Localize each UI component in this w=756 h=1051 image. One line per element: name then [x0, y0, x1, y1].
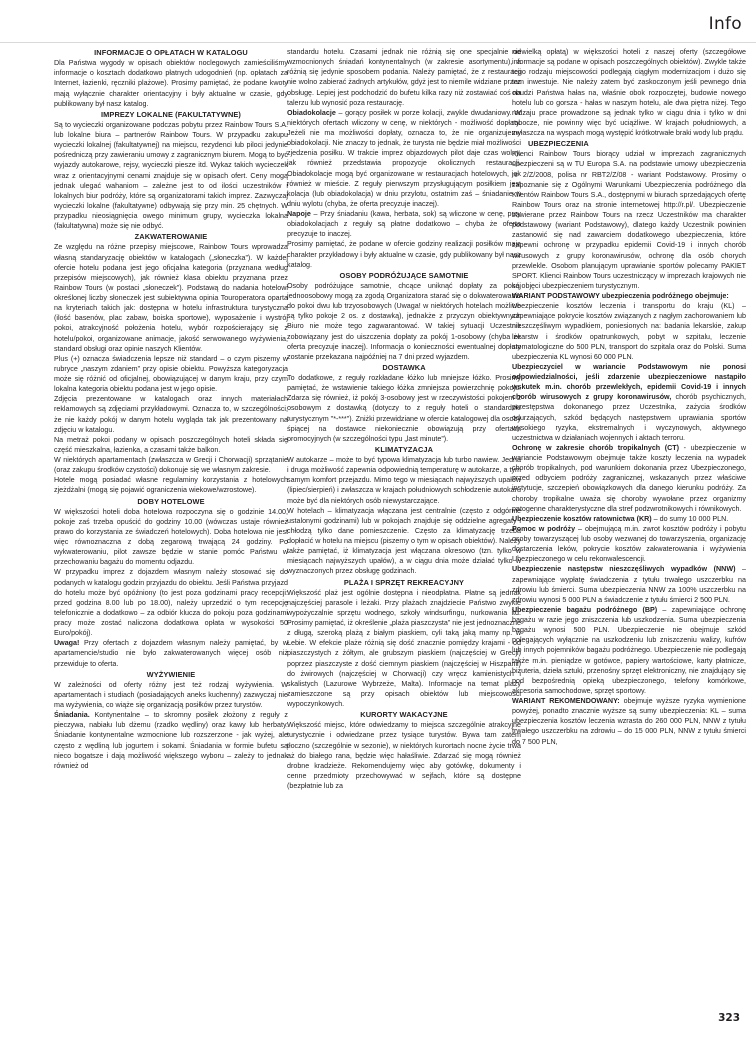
paragraph-text: – obejmującą m.in. zwrot kosztów podróży i pobytu osoby towarzyszącej lub osoby wezwanej do towarzyszenia, organizację dostarczenia leków, pokrycie kosztów zakwaterowania i wyżywienia Ubezpieczonego w celu rekonwalescencji. [512, 524, 746, 564]
text-column-2 [287, 47, 521, 1007]
paragraph-wrap [54, 354, 288, 395]
paragraph-text: W hotelach – klimatyzacja włączana jest centralnie (często z odgórnie ustalonymi godzinami) lub w pokojach znajduje się oddzielne agregaty i chłodzą tylko dane pomieszczenie. Często za klimatyzację trzeba dopłacić w hotelu na miejscu (piszemy o tym w opisach obiektów). Należy także pamiętać, iż klimatyzacja jest włączana okresowo (tzn. tylko w miesiącach najwyższych upałów), a w ciągu dnia może działać tylko w wyznaczonych przez obsługę godzinach. [287, 506, 521, 576]
paragraph [287, 588, 521, 710]
section-heading-wrap [54, 110, 288, 120]
paragraph [54, 680, 288, 710]
paragraph-wrap [287, 506, 521, 577]
section-heading-wrap [287, 363, 521, 373]
paragraph-wrap [512, 301, 746, 362]
section-heading: INFORMACJE O OPŁATACH W KATALOGU [94, 48, 248, 57]
section-heading: KURORTY WAKACYJNE [360, 710, 448, 720]
section-heading-wrap [287, 271, 521, 281]
paragraph-wrap [54, 435, 288, 455]
paragraph-wrap [287, 455, 521, 506]
section-heading: IMPREZY LOKALNE (FAKULTATYWNE) [101, 109, 241, 119]
paragraph-lead: Ubezpieczenie bagażu podróżnego (BP) [512, 605, 658, 614]
paragraph-text: Zdjęcia prezentowane w katalogach oraz innych materiałach reklamowych są zdjęciami przykładowymi. Oznacza to, w szczególności, że nie każdy pokój w danym hotelu wygląda tak jak prezentowany na zdjęciu w katalogu. [54, 395, 288, 434]
paragraph [287, 281, 521, 362]
paragraph-text: W przypadku imprez z dojazdem własnym należy stosować się do podanych w katalogu godzin przyjazdu do obiektu. Jeśli Państwa przyjazd do hotelu może być opóźniony (to jest poza godzinami pracy recepcji: przed godzina 8.00 lub po 18.00), należy uprzedzić o tym recepcję telefonicznie a dodatkowo – za odbiór klucza do pokoju poza godzinami pracy może zostać naliczona dodatkowa opłata w wysokości 50 Euro/pokój). [54, 568, 288, 638]
paragraph-wrap [512, 605, 746, 696]
section-heading: DOBY HOTELOWE [137, 496, 205, 506]
paragraph-text: Ze względu na różne przepisy miejscowe, Rainbow Tours wprowadza własną standaryzację obiektów w katalogach („słoneczka”). W każdej ofercie hotelu podana jest jego oficjalna kategoria (przyznana według przepisów miejscowych), jak również klasa obiektu przyznana przez Rainbow Tours (w postaci „słoneczek”). Podstawą do nadania hotelowi określonej liczby słoneczek jest subiektywna opinia Touroperatora oparta na kryteriach takich jak: dostępna w hotelu infrastruktura turystyczna (ilość basenów, plac zabaw, boiska sportowe), wyposażenie i wystrój pokoi, atrakcyjność położenia hotelu, wybór rozpościerający się z hotelu/pokoi, organizowane animacje, jakość serwowanego wyżywienia, standard obsługi oraz opinie naszych Klientów. [54, 243, 288, 353]
text-column-1 [54, 47, 288, 1007]
paragraph-text: Plus (+) oznacza świadczenia lepsze niż standard – o czym piszemy w rubryce „naszym zdaniem” przy opisie obiektu. Powyższa kategoryzacja może się różnić od oficjalnej, obowiązującej w danym kraju, przy czym lokalna kategoria obiektu podana jest w jego opisie. [54, 354, 288, 394]
paragraph-wrap [512, 47, 746, 138]
paragraph [287, 47, 521, 108]
paragraph-wrap [54, 242, 288, 353]
paragraph-wrap [287, 47, 521, 108]
section-heading-wrap [54, 48, 288, 58]
paragraph-wrap [287, 108, 521, 209]
paragraph-wrap [287, 720, 521, 791]
paragraph [54, 455, 288, 475]
paragraph-wrap [54, 567, 288, 638]
paragraph-wrap [512, 443, 746, 514]
paragraph-text: To dodatkowe, z reguły rozkładane łóżko lub mniejsze łóżko. Prosimy pamiętać, że wstawienie takiego łóżka zmniejsza powierzchnię pokoju. Zdarza się również, iż pokój 3-osobowy jest w rzeczywistości pokojem 2 osobowym z dostawką (dotyczy to z reguły hoteli o standardzie turystycznym "*-***"). Zniżki przewidziane w ofercie katalogowej dla osoby śpiącej na dostawce niekoniecznie obowiązują przy ofertach promocyjnych (w szczególności typu „last minute”). [287, 374, 521, 443]
paragraph-text: standardu hotelu. Czasami jednak nie różnią się one specjalnie od wzmocnionych śniadań kontynentalnych (w zakresie asortymentu), a różnią się jedynie sposobem podania. Należy pamiętać, że z restauracji nie wolno zabierać żadnych artykułów, gdyż jest to niemile widziane przez obsługę. Lepiej jest podchodzić do bufetu kilka razy niż zostawiać coś na talerzu lub wynosić poza restaurację. [287, 48, 521, 107]
paragraph-wrap [512, 696, 746, 747]
paragraph-text: Większość miejsc, które odwiedzamy to miejsca szczególnie atrakcyjne turystycznie i odwiedzane przez tysiące turystów. Bywa tam zatem tłoczno (szczególnie w sezonie), w niektórych kurortach nocne życie trwa aż do białego rana, będzie więc hałaśliwie. Zdarzać się mogą również drobne kradzieże. Rekomendujemy więc aby gotówkę, dokumenty i cenne przedmioty przechowywać w sejfach, które są dostępne (bezpłatnie lub za [287, 721, 521, 790]
paragraph-wrap [512, 291, 746, 301]
section-heading-wrap [54, 232, 288, 242]
paragraph-lead: Ubezpieczenie następstw nieszczęśliwych wypadków (NNW) [512, 565, 736, 574]
paragraph [287, 373, 521, 444]
section-title: Info [708, 14, 742, 34]
section-heading-wrap [287, 578, 521, 588]
paragraph-wrap [287, 209, 521, 239]
paragraph [54, 242, 288, 353]
paragraph-wrap [287, 281, 521, 362]
paragraph-wrap [512, 564, 746, 605]
paragraph [512, 564, 746, 605]
paragraph-wrap [54, 455, 288, 475]
paragraph-text: Większość plaż jest ogólnie dostępna i nieodpłatna. Płatne są jednak najczęściej parasole i leżaki. Przy plażach znajdziecie Państwo zwykle wypożyczalnie sprzętu wodnego, szkoły windsurfingu, nurkowania itd. Prosimy pamiętać, iż określenie „plaża piaszczysta” nie jest jednoznaczne z długą, szeroką plażą z białym piaskiem, cyli taką jaką mamy np. w Łebie. W efekcie plaże różnią się dość znacznie pomiędzy krajami - od piaszczystych z żółtym, ale grubszym piaskiem (najczęściej w Grecji) poprzez piaszczyste z dość ciemnym piaskiem (najczęściej w Hiszpanii) do żwirowych (najczęściej w Chorwacji) czy wręcz kamienistych i skalistych (Lazurowe Wybrzeże, Malta). Informacje na temat plaży zamieszczone są przy opisach obiektów lub miejscowości wypoczynkowych. [287, 588, 521, 708]
paragraph-text: Dla Państwa wygody w opisach obiektów noclegowych zamieściliśmy informacje o kosztach dodatkowo płatnych udogodnień (np. opłatach za Internet, łazienki, ręczniki plażowe). Prosimy pamiętać, że podane kwoty mają wyłącznie charakter orientacyjny i były aktualne w czasie, gdy publikowany był nasz katalog. [54, 59, 288, 108]
paragraph-wrap [512, 362, 746, 443]
paragraph [54, 58, 288, 109]
paragraph-text: – zapewniające wypłatę świadczenia z tytułu trwałego uszczerbku na zdrowiu lub śmierci. Suma ubezpieczenia NNW za 100% uszczerbku na zdrowiu wynosi 5 000 PLN a świadczenie z tytułu śmierci 2 500 PLN. [512, 565, 746, 604]
paragraph [287, 455, 521, 506]
section-heading: ZAKWATEROWANIE [134, 232, 208, 242]
text-column-3 [512, 47, 746, 1007]
paragraph [287, 108, 521, 209]
paragraph [512, 47, 746, 138]
paragraph [54, 507, 288, 568]
paragraph-wrap [54, 638, 288, 668]
header-bar [0, 0, 756, 42]
paragraph-lead: WARIANT REKOMENDOWANY: [512, 697, 620, 705]
paragraph [54, 638, 288, 668]
section-heading: WYŻYWIENIE [146, 669, 196, 679]
page-number: 323 [718, 1012, 740, 1024]
paragraph-wrap [54, 58, 288, 109]
paragraph [54, 567, 288, 638]
paragraph-wrap [54, 120, 288, 231]
paragraph [54, 475, 288, 495]
paragraph [512, 443, 746, 514]
paragraph-text: Na metraż pokoi podany w opisach poszczególnych hoteli składa się część mieszkalna, łazienka, a czasami także balkon. [54, 435, 288, 454]
paragraph [512, 291, 746, 301]
paragraph-text: Przy ofertach z dojazdem własnym należy pamiętać, by w apartamencie/studio nie było zakwaterowanych więcej osób niż przewiduje to oferta. [54, 639, 288, 668]
paragraph-lead: Ochronę w zakresie chorób tropikalnych (CT) [512, 443, 680, 452]
paragraph-wrap [54, 710, 288, 771]
paragraph-wrap [287, 373, 521, 444]
section-heading: OSOBY PODRÓŻUJĄCE SAMOTNIE [339, 270, 469, 280]
paragraph [54, 354, 288, 395]
paragraph [54, 710, 288, 771]
paragraph-text: – zapewniające ochronę bagażu w razie jego zniszczenia lub uszkodzenia. Suma ubezpieczenia bagażu wynosi 500 PLN. Ubezpieczenie nie obejmuje szkód polegających wyłącznie na uszkodzeniu lub zniszczeniu walizy, kufrów lub innych pojemników bagażu podróżnego. Ubezpieczenie nie podlegają także m.in. pieniądze w gotówce, papiery wartościowe, karty płatnicze, biżuteria, dzieła sztuki, przenośny sprzęt elektroniczny, nie znajdujący się pod bezpośrednią opieką ubezpieczonego, telefony komórkowe, akcesoria samochodowe, sprzęt sportowy. [512, 605, 746, 695]
paragraph-lead: Śniadania. [54, 711, 90, 720]
paragraph [512, 149, 746, 291]
paragraph-lead: Pomoc w podróży [512, 524, 576, 533]
paragraph [54, 120, 288, 231]
paragraph-text: - ubezpieczenie w wariancie Podstawowym obejmuje także koszty leczenia na wypadek chorób tropikalnych, pod warunkiem dokonania przez Ubezpieczonego, przed odbyciem podróży zagranicznej, wskazanych przez właściwe instytucje, szczepień obowiązkowych dla danego kierunku podróży. Za choroby tropikalne uważa się choroby wywołane przez organizmy patogenne charakterystyczne dla stref podzwrotnikowych i równikowych. [512, 443, 746, 513]
header-divider [0, 42, 756, 43]
paragraph [287, 239, 521, 269]
section-heading-wrap [287, 445, 521, 455]
paragraph [287, 506, 521, 577]
paragraph-text: Są to wycieczki organizowane podczas pobytu przez Rainbow Tours S.A. lub lokalne biura – partnerów Rainbow Tours. W przypadku zakupu wycieczki lokalnej (fakultatywnej) na miejscu, rezydenci lub piloci jedynie pośredniczą przy zawieraniu umowy z zagranicznym biurem. Mogą to być wyjazdy autokarowe, rejsy, wycieczki piesze itd. Wykaz takich wycieczek wraz z orientacyjnymi cenami znajduje się w opisach ofert. Ceny mogą jednak ulegać wahaniom – zależne jest to od ilości uczestników i lokalnych biur podróży, które są organizatorami takich imprez. Zazwyczaj wycieczki lokalne (fakultatywne) odbywają się przy min. 25 chętnych. W przypadku nieosiągnięcia owego minimum grupy, wycieczka lokalna (fakultatywna) może się nie odbyć. [54, 120, 288, 231]
paragraph-text: W autokarze – może to być typowa klimatyzacja lub turbo nawiew. Jedna i druga możliwość zapewnia odpowiednią temperaturę w autokarze, a tym samym komfort przejazdu. Mimo tego w miesiącach najwyższych upałów (lipiec/sierpień) i zwłaszcza w krajach południowych schłodzenie autokaru może być dla niektórych osób niewystarczające. [287, 456, 521, 505]
paragraph [54, 394, 288, 435]
paragraph-wrap [512, 524, 746, 565]
paragraph-wrap [287, 588, 521, 710]
section-heading: DOSTAWKA [382, 362, 426, 372]
paragraph-text: WARIANT PODSTAWOWY ubezpieczenia podróżnego obejmuje: [512, 292, 729, 300]
paragraph-text: – do sumy 10 000 PLN. [651, 514, 729, 523]
paragraph-wrap [54, 394, 288, 435]
paragraph-text: Hotele mogą posiadać własne regulaminy korzystania z hotelowych zjeżdżalni (mogą się pojawić ograniczenia wiekowe/wzrostowe). [54, 476, 288, 495]
paragraph [512, 605, 746, 696]
paragraph [512, 514, 746, 524]
paragraph-lead: Ubezpieczyciel w wariancie Podstawowym nie ponosi odpowiedzialności, jeśli zdarzenie ubezpieczeniowe nastąpiło wskutek m.in. chorób przewlekłych, epidemii Covid-19 i innych chorób wirusowych z grupy koronawirusów, [512, 362, 746, 402]
paragraph-lead: Ubezpieczenie kosztów ratownictwa (KR) [512, 514, 652, 523]
section-heading-wrap [54, 497, 288, 507]
paragraph-text: niewielką opłatą) w większości hoteli z naszej oferty (szczegółowe informacje są podane w opisach poszczególnych obiektów). Zwykle także tego rodzaju miejscowości podlegają ciągłym modernizacjom i dużo się tam inwestuje. Nie należy zatem być zaskoczonym jeśli pewnego dnia obudzi Państwa hałas na, właśnie obok rozpoczętej, budowie nowego hotelu lub co gorsza - hałas w naszym hotelu, ale dwa piętra niżej. Tego rodzaju prace prowadzone są jednak tylko w ciągu dnia i tylko w dni robocze, nie powinny więc być uciążliwe. W krajach południowych, a zwłaszcza na wyspach mogą występić krótkotrwałe braki wody lub prądu. [512, 48, 746, 137]
paragraph-wrap [512, 149, 746, 291]
section-heading-wrap [54, 670, 288, 680]
paragraph-text: W większości hoteli doba hotelowa rozpoczyna się o godzinie 14.00, pokoje zaś trzeba opuścić do godziny 10.00 (wówczas ustaje również prawo do korzystania ze świadczeń hotelowych). Doba hotelowa nie jest więc równoznaczna z dobą zegarową trwającą 24 godziny. Po wykwaterowaniu, pilot zawsze będzie w stanie pomóc Państwu w przechowaniu bagażu do momentu odjazdu. [54, 507, 288, 567]
paragraph [512, 696, 746, 747]
section-heading-wrap [287, 710, 521, 720]
paragraph-wrap [54, 680, 288, 710]
paragraph [287, 720, 521, 791]
section-heading: UBEZPIECZENIA [528, 139, 589, 149]
paragraph-lead: Obiadokolacje [287, 108, 336, 117]
paragraph-wrap [54, 507, 288, 568]
paragraph-text: chorób psychicznych, przestępstwa dokonanego przez Uczestnika, zażycia środków odurzających, szkód będących następstwem uprawiania sportów wysokiego ryzyka, ekstremalnych i wyczynowych, aktywnego uczestnictwa w działaniach wojennych i aktach terroru. [512, 393, 746, 442]
paragraph [512, 362, 746, 443]
paragraph [512, 524, 746, 565]
paragraph-text: Prosimy pamiętać, że podane w ofercie godziny realizacji posiłków mają charakter przykładowy i były aktualne w czasie, gdy publikowany był nasz katalog. [287, 240, 521, 269]
paragraph-text: Ubezpieczenie kosztów leczenia i transportu do kraju (KL) – zapewniające pokrycie kosztów związanych z nagłym zachorowaniem lub nieszczęśliwym wypadkiem, poniesionych na: badania lekarskie, zakup lekarstw i środków opatrunkowych, pobyt w szpitalu, leczenie stomatologiczne do 500 PLN, transport do szpitala oraz do Polski. Suma ubezpieczenia KL wynosi 60 000 PLN. [512, 302, 746, 361]
paragraph-text: Osoby podróżujące samotnie, chcące uniknąć dopłaty za pokój jednoosobowy mogą za zgodą Organizatora starać się o dokwaterowanie do pokoi dwu lub trzyosobowych (Uwaga! w niektórych hotelach możliwe są tylko pokoje 2 os. z dostawką), jednakże z przyczyn obiektywnych Biuro nie może tego zagwarantować. W takiej sytuacji Uczestnik zobowiązany jest do uiszczenia dopłaty za pokój 1-osobowy (chyba że oferta precyzuje inaczej). Informacja o konieczności ewentualnej dopłaty zostanie przekazana najpóźniej na 7 dni przed wyjazdem. [287, 281, 521, 361]
paragraph-text: Klienci Rainbow Tours biorący udział w imprezach zagranicznych ubezpieczeni są w TU Europa S.A. na podstawie umowy ubezpieczenia nr 2/Z/2008, polisa nr RBT2/Z/08 - wariant Podstawowy. Prosimy o zapoznanie się z Ogólnymi Warunkami Ubezpieczenia podróżnego dla Klientów Rainbow Tours S.A., dostępnymi w biurach sprzedających ofertę Rainbow Tours oraz na stronie internetowej http://r.pl/. Ubezpieczenie zawierane przez Rainbow Tours na rzecz Uczestników ma charakter podstawowy (wariant Podstawowy), dlatego każdy Uczestnik powinien zastanowić się nad zawarciem dodatkowego ubezpieczenia, które zapewni ochronę w przypadku epidemii Covid-19 i innych chorób wirusowych z grupy koronawirusów, ochronę dla osób chorych przewlekle. Osobom planującym uprawianie sportów polecamy PAKIET SPORT. Klienci Rainbow Tours uczestniczący w imprezach krajowych nie są objęci ubezpieczeniem turystycznym. [512, 150, 746, 290]
paragraph-wrap [287, 239, 521, 269]
paragraph [54, 435, 288, 455]
paragraph-lead: Uwaga! [54, 639, 80, 648]
paragraph [287, 209, 521, 239]
paragraph-text: W zależności od oferty różny jest też rodzaj wyżywienia. W apartamentach i studiach (posiadających aneks kuchenny) zazwyczaj nie ma wyżywienia, co wiąże się organizacją posiłków przez turystów. [54, 680, 288, 709]
paragraph-wrap [54, 475, 288, 495]
paragraph [512, 301, 746, 362]
paragraph-text: W niektórych apartamentach (zwłaszcza w Grecji i Chorwacji) sprzątanie (oraz zakupu środków czystości) dokonuje się we własnym zakresie. [54, 456, 288, 475]
paragraph-text: Kontynentalne – to skromny posiłek złożony z reguły z pieczywa, nabiału lub dżemu (rzadko wędliny) oraz kawy lub herbaty. Śniadanie kontynentalne wzmocnione lub rozszerzone - jak wyżej, ale często z wędliną lub jogurtem i sokami. Śniadania w formie bufetu są nieco bogatsze i dają możliwość większego wyboru – zależy to jednak również od [54, 711, 288, 770]
section-heading-wrap [512, 139, 746, 149]
paragraph-text: – Przy śniadaniu (kawa, herbata, sok) są wliczone w cenę, przy obiadokolacjach z reguły są płatne dodatkowo – chyba że oferta precyzuje to inaczej. [287, 210, 521, 239]
paragraph-text: obejmuje wyższe ryzyka wymienione powyżej, ponadto znacznie wyższe są sumy ubezpieczenia: KL – suma ubezpieczenia kosztów leczenia wzrasta do 260 000 PLN, NNW z tytułu trwałego uszczerbku na zdrowiu – do 15 000 PLN, NNW z tytułu śmierci do 7 500 PLN, [512, 697, 746, 746]
section-heading: PLAŻA I SPRZĘT REKREACYJNY [343, 577, 465, 587]
paragraph-lead: Napoje [287, 210, 311, 218]
paragraph-wrap [512, 514, 746, 524]
section-heading: KLIMATYZACJA [374, 444, 434, 454]
paragraph-text: – gorący posiłek w porze kolacji, zwykle dwudaniowy. W niektórych ofertach wliczony w cenę, w niektórych - możliwość dopłaty. Jeżeli nie ma możliwości dopłaty, oznacza to, że nie organizujemy obiadokolacji. Nie znaczy to jednak, że turysta nie będzie miał możliwości zjedzenia posiłku. W trakcie imprez objazdowych pilot daje czas wolny, jak również przedstawia propozycje okolicznych restauracji. Obiadokolacje mogą być organizowane w restauracjach hotelowych, jak również w mieście. Z reguły pierwszym przysługującym posiłkiem jest kolacja (lub obiadokolacja) w dniu przylotu, ostatnim zaś – śniadanie w dniu wylotu (chyba, że oferta precyzuje inaczej). [287, 108, 521, 208]
